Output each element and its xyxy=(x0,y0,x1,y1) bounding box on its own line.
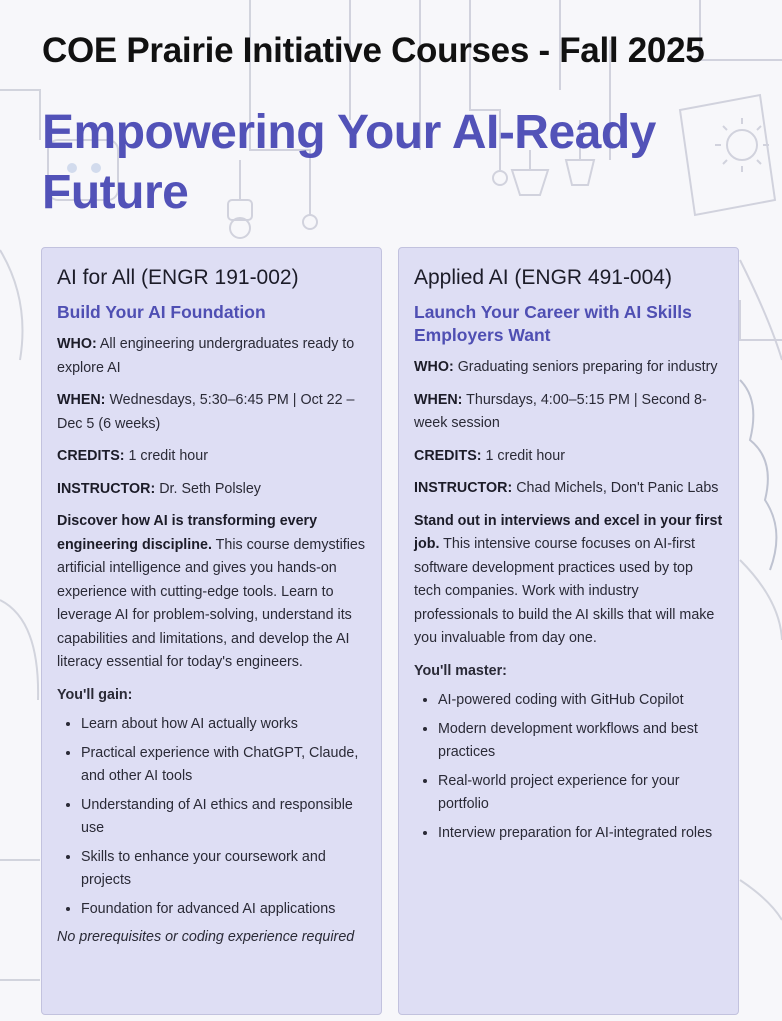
when-value: Wednesdays, 5:30–6:45 PM | Oct 22 – Dec 5 (6 weeks) xyxy=(57,392,355,432)
course-instructor xyxy=(414,477,723,501)
list-item: • Practical experience with ChatGPT, Claude, and other AI tools xyxy=(81,742,366,789)
benefit-list xyxy=(57,713,366,921)
description-lead: Stand out in interviews and excel in your first job. xyxy=(414,512,723,552)
list-heading: You'll gain: xyxy=(57,686,133,703)
benefit-list xyxy=(414,689,723,845)
course-description xyxy=(57,510,366,675)
prerequisite-note: No prerequisites or coding experience required xyxy=(57,929,355,945)
course-subtitle: Launch Your Career with AI Skills Employers Want xyxy=(414,302,692,345)
instructor-value: Chad Michels, Don't Panic Labs xyxy=(516,480,719,496)
credits-value: 1 credit hour xyxy=(485,447,565,464)
instructor-label: INSTRUCTOR: xyxy=(57,480,156,497)
credits-label: CREDITS: xyxy=(57,448,125,464)
instructor-value: Dr. Seth Polsley xyxy=(159,480,261,497)
list-item: • Learn about how AI actually works xyxy=(81,713,366,737)
description-lead: Discover how AI is transforming every engineering discipline. xyxy=(57,513,318,553)
who-label: WHO: xyxy=(414,359,454,375)
course-name: Applied AI (ENGR 491-004) xyxy=(414,266,672,289)
course-when xyxy=(57,389,366,436)
course-name: AI for All (ENGR 191-002) xyxy=(57,266,299,289)
document-title: COE Prairie Initiative Courses - Fall 2025 xyxy=(42,31,705,70)
list-item: • Understanding of AI ethics and responsible use xyxy=(81,794,366,841)
list-item: • Real-world project experience for your portfolio xyxy=(438,770,723,817)
description-body: This intensive course focuses on AI-first software development practices used by top tech companies. Work with industry professionals to build the AI skills that will make you invaluable from day one. xyxy=(414,536,715,646)
course-card-applied-ai xyxy=(398,247,739,1015)
list-item: • Interview preparation for AI-integrated roles xyxy=(438,822,723,846)
course-credits xyxy=(414,445,723,469)
course-credits xyxy=(57,445,366,469)
list-item: • Skills to enhance your coursework and projects xyxy=(81,846,366,893)
credits-value: 1 credit hour xyxy=(128,448,208,464)
who-label: WHO: xyxy=(57,336,97,352)
list-item: • AI-powered coding with GitHub Copilot xyxy=(438,689,723,713)
instructor-label: INSTRUCTOR: xyxy=(414,480,513,496)
course-who xyxy=(57,333,366,380)
course-who xyxy=(414,356,723,380)
course-card-ai-for-all xyxy=(41,247,382,1015)
course-subtitle: Build Your AI Foundation xyxy=(57,302,266,322)
when-label: WHEN: xyxy=(57,392,106,408)
list-item: • Foundation for advanced AI applications xyxy=(81,898,366,922)
course-instructor xyxy=(57,478,366,502)
tagline-heading: Empowering Your AI-Ready Future xyxy=(42,106,656,219)
when-label: WHEN: xyxy=(414,391,463,408)
list-item: • Modern development workflows and best practices xyxy=(438,718,723,765)
list-heading: You'll master: xyxy=(414,662,507,679)
when-value: Thursdays, 4:00–5:15 PM | Second 8-week session xyxy=(414,391,707,431)
who-value: Graduating seniors preparing for industry xyxy=(457,359,718,375)
description-body: This course demystifies artificial intelligence and gives you hands-on experience with cutting-edge tools. Learn to leverage AI for problem-solving, understand its capabilities and limitations, and develop the AI literacy essential for today's engineers. xyxy=(57,536,366,670)
who-value: All engineering undergraduates ready to explore AI xyxy=(57,336,355,376)
credits-label: CREDITS: xyxy=(414,447,482,464)
course-when xyxy=(414,389,723,436)
course-description xyxy=(414,510,723,651)
